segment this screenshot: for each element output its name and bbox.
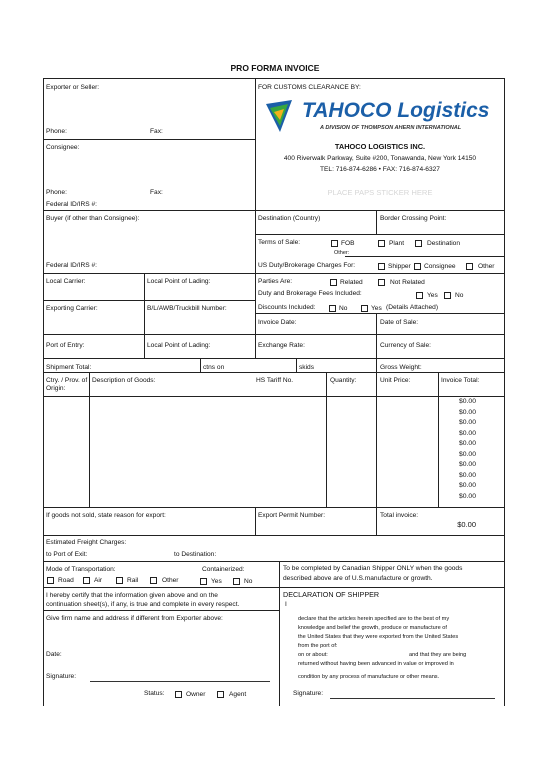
local-carrier-label: Local Carrier:	[46, 278, 86, 285]
logo-text: TAHOCO Logistics	[302, 99, 490, 122]
signature-2-line[interactable]	[330, 698, 495, 699]
export-permit-label: Export Permit Number:	[258, 512, 326, 519]
declaration-line-3: the United States that they were exported from the United States	[298, 634, 459, 640]
invoice-total-cell: $0.00	[458, 419, 476, 426]
transport-rail-checkbox[interactable]	[116, 577, 123, 584]
customs-label: FOR CUSTOMS CLEARANCE BY:	[258, 84, 361, 91]
signature-2-label: Signature:	[293, 690, 324, 697]
terms-fob-checkbox[interactable]	[331, 240, 338, 247]
canadian-line-1: To be completed by Canadian Shipper ONLY when the goods	[283, 565, 463, 572]
page-title: PRO FORMA INVOICE	[230, 63, 320, 73]
company-contact: TEL: 716-874-6286 • FAX: 716-874-6327	[320, 166, 440, 173]
declaration-line-7: condition by any process of manufacture or other means.	[298, 674, 440, 680]
buyer-federal-id: Federal ID/IRS #:	[46, 262, 97, 269]
header-description: Description of Goods:	[92, 377, 156, 384]
duty-label: US Duty/Brokerage Charges For:	[258, 262, 356, 269]
signature-line[interactable]	[90, 681, 270, 682]
invoice-total-cell: $0.00	[458, 461, 476, 468]
status-label: Status:	[144, 690, 165, 697]
destination-label: Destination (Country)	[258, 215, 321, 222]
discounts-note: (Details Attached)	[386, 304, 439, 311]
transport-air-label: Air	[94, 577, 103, 584]
containerized-yes-label: Yes	[211, 578, 222, 585]
parties-not-related-label: Not Related	[390, 279, 425, 286]
company-name: TAHOCO LOGISTICS INC.	[334, 142, 426, 151]
fees-yes-checkbox[interactable]	[416, 292, 423, 299]
declaration-being: and that they are being	[409, 652, 467, 658]
status-owner-checkbox[interactable]	[175, 691, 182, 698]
invoice-total-cell: $0.00	[458, 471, 476, 479]
border-label: Border Crossing Point:	[380, 215, 447, 222]
gross-weight-label: Gross Weight:	[380, 364, 422, 371]
exporter-fax: Fax:	[150, 128, 163, 135]
duty-other-checkbox[interactable]	[466, 263, 473, 270]
header-invoice-total: Invoice Total:	[441, 377, 480, 384]
transport-label: Mode of Transportation:	[46, 566, 116, 573]
fees-yes-label: Yes	[427, 292, 438, 299]
discounts-yes-label: Yes	[371, 305, 382, 312]
containerized-yes-checkbox[interactable]	[200, 578, 207, 585]
duty-shipper-label: Shipper	[388, 263, 411, 270]
terms-label: Terms of Sale:	[258, 239, 301, 246]
discounts-yes-checkbox[interactable]	[361, 305, 368, 312]
transport-road-checkbox[interactable]	[47, 577, 54, 584]
freight-port-exit: to Port of Exit:	[46, 551, 88, 558]
skids-label: skids	[299, 364, 315, 371]
exchange-rate-label: Exchange Rate:	[258, 342, 305, 349]
duty-consignee-checkbox[interactable]	[414, 263, 421, 270]
parties-related-checkbox[interactable]	[330, 279, 337, 286]
declaration-line-2: knowledge and belief the growth, produce or manufacture of	[298, 625, 447, 631]
shipment-total-label: Shipment Total:	[46, 364, 92, 371]
terms-fob-label: FOB	[341, 240, 355, 247]
header-origin: Ctry. / Prov. of Origin:	[46, 377, 88, 392]
terms-other-label: Other:	[334, 250, 350, 256]
discounts-no-label: No	[339, 305, 348, 312]
invoice-total-cell: $0.00	[458, 429, 476, 437]
invoice-total-cell: $0.00	[458, 440, 476, 447]
fees-no-checkbox[interactable]	[444, 292, 451, 299]
invoice-date-label: Invoice Date:	[258, 319, 297, 326]
containerized-no-checkbox[interactable]	[233, 578, 240, 585]
buyer-label: Buyer (if other than Consignee):	[46, 215, 140, 222]
canadian-line-2: described above are of U.S.manufacture or growth.	[283, 575, 433, 582]
not-sold-label: If goods not sold, state reason for export:	[46, 512, 166, 519]
currency-label: Currency of Sale:	[380, 342, 431, 349]
transport-other-label: Other	[162, 577, 179, 584]
exporter-label: Exporter or Seller:	[46, 84, 100, 91]
date-of-sale-label: Date of Sale:	[380, 319, 419, 326]
company-address: 400 Riverwalk Parkway, Suite #200, Tonawanda, New York 14150	[283, 155, 477, 162]
bl-number-label: B/L/AWB/Truckbill Number:	[147, 305, 227, 312]
transport-other-checkbox[interactable]	[150, 577, 157, 584]
freight-label: Estimated Freight Charges:	[46, 539, 127, 546]
certify-line-1: I hereby certify that the information given above and on the	[46, 592, 218, 599]
header-unit-price: Unit Price:	[380, 377, 411, 384]
signature-label: Signature:	[46, 673, 77, 680]
consignee-fax: Fax:	[150, 189, 163, 196]
ctns-label: ctns on	[203, 364, 225, 371]
invoice-total-cell: $0.00	[458, 408, 476, 416]
declaration-line-1: declare that the articles herein specified are to the best of my	[298, 616, 450, 622]
local-lading-2-label: Local Point of Lading:	[147, 342, 211, 349]
discounts-label: Discounts Included:	[258, 304, 316, 311]
parties-related-label: Related	[340, 279, 363, 286]
duty-shipper-checkbox[interactable]	[378, 263, 385, 270]
exporter-phone: Phone:	[46, 128, 67, 135]
paps-placeholder: PLACE PAPS STICKER HERE	[327, 188, 433, 197]
fees-no-label: No	[455, 292, 464, 299]
status-agent-checkbox[interactable]	[217, 691, 224, 698]
containerized-label: Containerized:	[202, 566, 245, 573]
consignee-label: Consignee:	[46, 144, 80, 151]
status-agent-label: Agent	[229, 691, 247, 698]
local-lading-label: Local Point of Lading:	[147, 278, 211, 285]
exporting-carrier-label: Exporting Carrier:	[46, 305, 98, 312]
terms-plant-label: Plant	[389, 240, 405, 247]
logo-mark-icon	[262, 98, 302, 134]
declaration-line-4: from the port of:	[298, 643, 338, 649]
terms-plant-checkbox[interactable]	[378, 240, 385, 247]
invoice-total-cell: $0.00	[458, 398, 476, 405]
total-invoice-label: Total invoice:	[380, 512, 419, 519]
header-quantity: Quantity:	[330, 377, 357, 384]
duty-consignee-label: Consignee	[424, 263, 456, 270]
terms-destination-checkbox[interactable]	[415, 240, 422, 247]
freight-destination: to Destination:	[174, 551, 217, 558]
discounts-no-checkbox[interactable]	[329, 305, 336, 312]
declaration-line-5: on or about:	[298, 652, 328, 658]
declaration-title: DECLARATION OF SHIPPER	[283, 590, 380, 599]
consignee-phone: Phone:	[46, 189, 67, 196]
status-owner-label: Owner	[186, 691, 206, 698]
terms-destination-label: Destination	[427, 240, 460, 247]
certify-line-2: continuation sheet(s), if any, is true and complete in every respect.	[46, 601, 240, 608]
fees-label: Duty and Brokerage Fees Included:	[258, 290, 362, 297]
header-hs-tariff: HS Tariff No.	[256, 377, 294, 384]
parties-label: Parties Are:	[258, 278, 293, 285]
date-label: Date:	[46, 651, 62, 658]
firm-name-label: Give firm name and address if different from Exporter above:	[46, 615, 223, 622]
declaration-line-6: returned without having been advanced in value or improved in	[298, 661, 454, 667]
invoice-total-cell: $0.00	[458, 482, 476, 489]
declaration-i: I	[285, 601, 287, 608]
tahoco-logo	[262, 98, 497, 136]
parties-not-related-checkbox[interactable]	[378, 279, 385, 286]
consignee-federal-id: Federal ID/IRS #:	[46, 201, 97, 208]
invoice-total-cell: $0.00	[458, 492, 476, 500]
transport-air-checkbox[interactable]	[83, 577, 90, 584]
transport-road-label: Road	[58, 577, 74, 584]
logo-tagline: A DIVISION OF THOMPSON AHERN INTERNATIONAL	[320, 125, 462, 131]
total-invoice-value: $0.00	[457, 520, 476, 529]
containerized-no-label: No	[244, 578, 253, 585]
transport-rail-label: Rail	[127, 577, 139, 584]
duty-other-label: Other	[478, 263, 495, 270]
invoice-total-cell: $0.00	[458, 450, 476, 458]
port-of-entry-label: Port of Entry:	[46, 342, 85, 349]
